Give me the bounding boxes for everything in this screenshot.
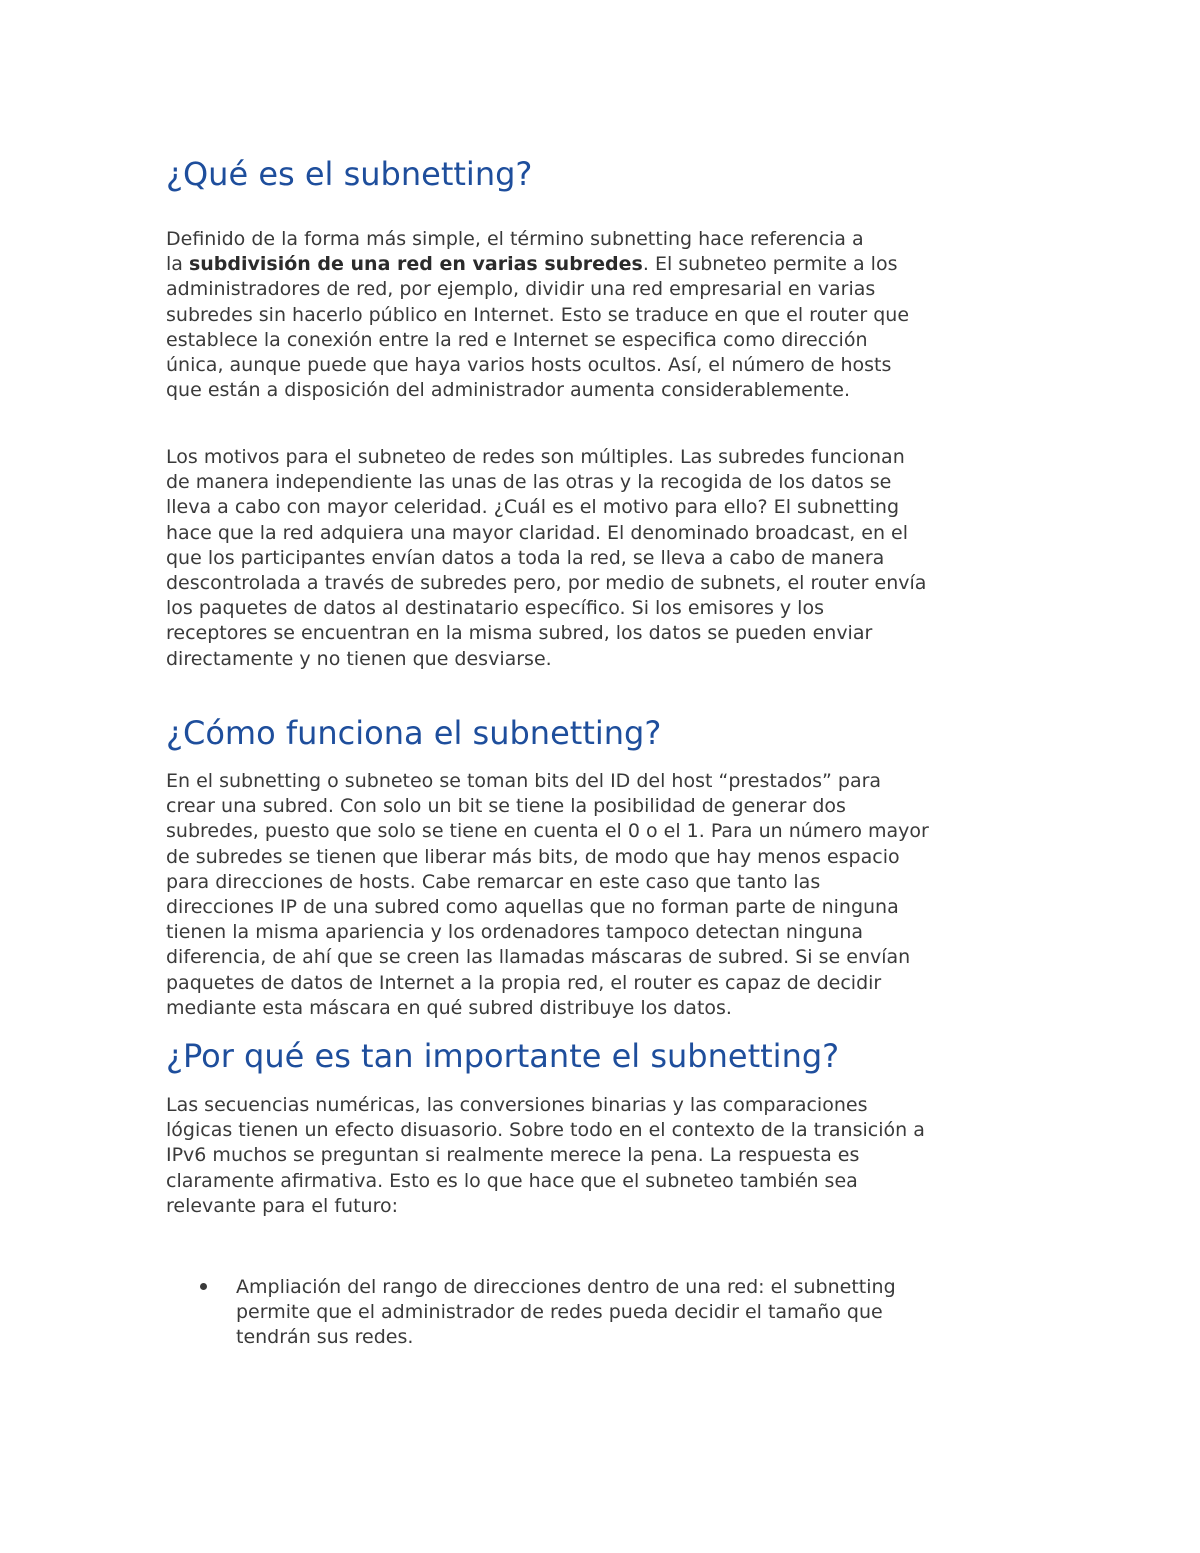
paragraph-line: subredes sin hacerlo público en Internet. Esto se traduce en que el router que	[166, 303, 910, 326]
paragraph-line: que los participantes envían datos a toda la red, se lleva a cabo de manera	[166, 546, 885, 569]
list-item-line: permite que el administrador de redes pueda decidir el tamaño que	[236, 1301, 883, 1324]
paragraph-line: Las secuencias numéricas, las conversiones binarias y las comparaciones	[166, 1094, 868, 1116]
bold-text: subdivisión de una red en varias subredes	[188, 253, 643, 276]
heading-por-que-importante: ¿Por qué es tan importante el subnetting?	[166, 1037, 840, 1075]
paragraph-line: Definido de la forma más simple, el término subnetting hace referencia a	[166, 228, 864, 250]
paragraph-line: En el subnetting o subneteo se toman bits del ID del host “prestados” para	[166, 770, 882, 792]
paragraph-line: claramente afirmativa. Esto es lo que hace que el subneteo también sea	[166, 1169, 858, 1192]
paragraph-line: descontrolada a través de subredes pero, por medio de subnets, el router envía	[166, 572, 927, 595]
paragraph-line: Los motivos para el subneteo de redes son múltiples. Las subredes funcionan	[166, 446, 905, 468]
paragraph-line: única, aunque puede que haya varios hosts ocultos. Así, el número de hosts	[166, 354, 892, 377]
paragraph-line: hace que la red adquiera una mayor claridad. El denominado broadcast, en el	[166, 521, 909, 544]
paragraph-line: direcciones IP de una subred como aquellas que no forman parte de ninguna	[166, 896, 899, 919]
paragraph-line: de manera independiente las unas de las otras y la recogida de los datos se	[166, 471, 892, 494]
paragraph-line: lleva a cabo con mayor celeridad. ¿Cuál es el motivo para ello? El subnetting	[166, 496, 900, 519]
paragraph-line: para direcciones de hosts. Cabe remarcar en este caso que tanto las	[166, 870, 821, 893]
paragraph-line: los paquetes de datos al destinatario específico. Si los emisores y los	[166, 597, 824, 620]
bullet-icon	[200, 1283, 207, 1290]
list-item-line: Ampliación del rango de direcciones dentro de una red: el subnetting	[236, 1276, 896, 1298]
paragraph-importancia	[166, 1093, 925, 1219]
bullet-list	[166, 1275, 1046, 1351]
heading-que-es-subnetting: ¿Qué es el subnetting?	[166, 155, 533, 193]
paragraph-line	[166, 252, 909, 277]
paragraph-line: directamente y no tienen que desviarse.	[166, 647, 552, 670]
paragraph-definicion	[166, 227, 909, 403]
paragraph-motivos	[166, 445, 926, 672]
list-item-line: tendrán sus redes.	[236, 1326, 414, 1349]
paragraph-line: de subredes se tienen que liberar más bits, de modo que hay menos espacio	[166, 845, 900, 868]
paragraph-line: diferencia, de ahí que se creen las llamadas máscaras de subred. Si se envían	[166, 946, 911, 969]
paragraph-line: tienen la misma apariencia y los ordenadores tampoco detectan ninguna	[166, 921, 864, 944]
paragraph-line: lógicas tienen un efecto disuasorio. Sobre todo en el contexto de la transición a	[166, 1119, 925, 1142]
paragraph-funcionamiento	[166, 769, 929, 1021]
paragraph-line: subredes, puesto que solo se tiene en cuenta el 0 o el 1. Para un número mayor	[166, 820, 929, 843]
paragraph-line: establece la conexión entre la red e Internet se especifica como dirección	[166, 328, 868, 351]
list-item	[166, 1275, 1046, 1351]
paragraph-line: administradores de red, por ejemplo, dividir una red empresarial en varias	[166, 278, 876, 301]
paragraph-line: IPv6 muchos se preguntan si realmente merece la pena. La respuesta es	[166, 1144, 860, 1167]
paragraph-line: receptores se encuentran en la misma subred, los datos se pueden enviar	[166, 622, 873, 645]
heading-como-funciona: ¿Cómo funciona el subnetting?	[166, 714, 662, 752]
paragraph-line: mediante esta máscara en qué subred distribuye los datos.	[166, 996, 732, 1019]
text-prefix: la	[166, 253, 189, 276]
paragraph-line: paquetes de datos de Internet a la propia red, el router es capaz de decidir	[166, 971, 882, 994]
text-suffix: . El subneteo permite a los	[642, 253, 898, 276]
paragraph-line: relevante para el futuro:	[166, 1194, 399, 1217]
paragraph-line: crear una subred. Con solo un bit se tiene la posibilidad de generar dos	[166, 795, 846, 818]
paragraph-line: que están a disposición del administrador aumenta considerablemente.	[166, 379, 851, 402]
